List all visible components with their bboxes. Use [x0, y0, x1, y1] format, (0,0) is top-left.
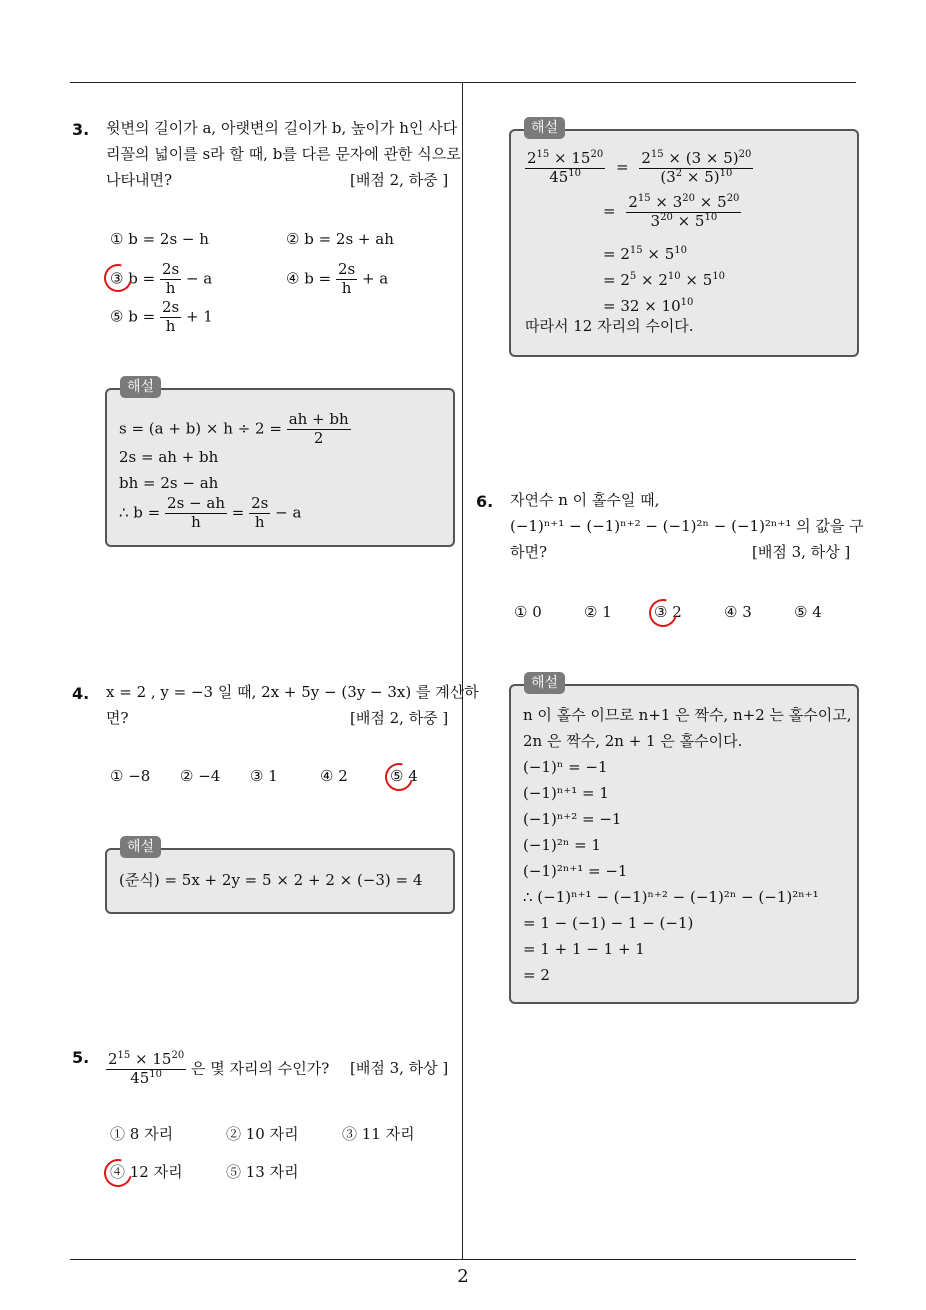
fraction: $\frac{2s}{h}$: [161, 298, 180, 335]
bottom-rule: [70, 1259, 856, 1260]
solution-line: bh = 2s − ah: [119, 474, 219, 492]
option-label: ④ b =: [286, 269, 332, 288]
solution-line: ∴ b = $\frac{2s - ah}{h}$ = $\frac{2s}{h}$ − a: [119, 494, 302, 531]
option-2[interactable]: ② 10 자리: [226, 1125, 299, 1143]
option-2[interactable]: ② −4: [180, 767, 221, 785]
option-1[interactable]: ① −8: [110, 767, 151, 785]
option-2[interactable]: ② b = 2s + ah: [286, 230, 394, 248]
question-text: 리꼴의 넓이를 s라 할 때, b를 다른 문자에 관한 식으로: [106, 145, 461, 163]
question-text: x = 2 , y = −3 일 때, 2x + 5y − (3y − 3x) 를 계산하: [106, 683, 479, 701]
option-2[interactable]: ② 1: [584, 603, 612, 621]
fraction: $\frac{2s}{h}$: [161, 260, 180, 297]
option-5[interactable]: [110, 300, 213, 335]
solution-tag: 해설: [120, 376, 161, 398]
option-5[interactable]: ⑤ 13 자리: [226, 1163, 299, 1181]
option-1[interactable]: ① 0: [514, 603, 542, 621]
column-divider: [462, 82, 463, 1259]
question-text: (−1)ⁿ⁺¹ − (−1)ⁿ⁺² − (−1)²ⁿ − (−1)²ⁿ⁺¹ 의 값을 구: [510, 517, 864, 535]
option-4[interactable]: [286, 262, 388, 297]
solution-line: (−1)ⁿ⁺¹ = 1: [523, 784, 609, 802]
option-label: ③ b =: [110, 269, 156, 288]
solution-line: (준식) = 5x + 2y = 5 × 2 + 2 × (−3) = 4: [119, 871, 423, 889]
solution-line: 2n 은 짝수, 2n + 1 은 홀수이다.: [523, 732, 743, 750]
solution-box: [509, 129, 859, 357]
question-text: 면?: [106, 709, 129, 727]
solution-line: (−1)²ⁿ⁺¹ = −1: [523, 862, 628, 880]
top-rule: [70, 82, 856, 83]
solution-line: (−1)²ⁿ = 1: [523, 836, 601, 854]
solution-box: [509, 684, 859, 1004]
solution-line: n 이 홀수 이므로 n+1 은 짝수, n+2 는 홀수이고,: [523, 706, 852, 724]
solution-lines: [523, 702, 852, 988]
solution-tag: 해설: [524, 117, 565, 139]
question-text: 하면?: [510, 543, 548, 561]
solution-line: = 2: [523, 966, 550, 984]
fraction: $\frac{2s}{h}$: [337, 260, 356, 297]
option-5[interactable]: ⑤ 4: [390, 767, 418, 785]
question-number: 6.: [476, 492, 494, 511]
option-1[interactable]: ① 8 자리: [110, 1125, 174, 1143]
question-text: 윗변의 길이가 a, 아랫변의 길이가 b, 높이가 h인 사다: [106, 119, 458, 137]
option-4[interactable]: ④ 3: [724, 603, 752, 621]
solution-box: [105, 388, 455, 547]
option-suffix: + 1: [185, 307, 213, 326]
option-4[interactable]: ④ 2: [320, 767, 348, 785]
question-number: 4.: [72, 684, 90, 703]
page-number: 2: [457, 1266, 469, 1287]
solution-line: (−1)ⁿ⁺² = −1: [523, 810, 622, 828]
solution-tag: 해설: [120, 836, 161, 858]
option-3[interactable]: ③ 1: [250, 767, 278, 785]
question-text: $\frac{2^{15} \times 15^{20}}{45^{10}}$ 은 몇 자리의 수인가?: [108, 1050, 330, 1087]
option-1[interactable]: ① b = 2s − h: [110, 230, 209, 248]
solution-line: ∴ (−1)ⁿ⁺¹ − (−1)ⁿ⁺² − (−1)²ⁿ − (−1)²ⁿ⁺¹: [523, 888, 819, 906]
option-3[interactable]: ③ 2: [654, 603, 682, 621]
solution-line: = 1 − (−1) − 1 − (−1): [523, 914, 694, 932]
question-text: 자연수 n 이 홀수일 때,: [510, 491, 660, 509]
question-number: 3.: [72, 120, 90, 139]
score-label: [배점 3, 하상 ]: [350, 1059, 449, 1077]
question-text: 나타내면?: [106, 171, 173, 189]
solution-equation: $\frac{2^{15} \times 15^{20}}{45^{10}}$ = $\frac{2^{15} \times (3 \times 5)^{20}}{(3^2 \times 5)^{10}}$ = $\frac{2^{15} \times 3^{20} \times 5^{20}}{3^{20} \times 5^{10}}$ = $2^{15} \times 5^{10}$ = $2^5 \times 2^{10} \times 5^{10}$ = $32 \times 10^{10}$: [527, 149, 752, 315]
solution-tag: 해설: [524, 672, 565, 694]
score-label: [배점 3, 하상 ]: [752, 543, 851, 561]
score-label: [배점 2, 하중 ]: [350, 709, 449, 727]
option-3[interactable]: ③ 11 자리: [342, 1125, 415, 1143]
option-5[interactable]: ⑤ 4: [794, 603, 822, 621]
solution-conclusion: 따라서 12 자리의 수이다.: [525, 317, 694, 335]
option-suffix: + a: [361, 269, 389, 288]
fraction: $\frac{2^{15} \times 15^{20}}{45^{10}}$: [108, 1050, 185, 1087]
option-label: ⑤ b =: [110, 307, 156, 326]
solution-box: [105, 848, 455, 914]
option-suffix: − a: [185, 269, 213, 288]
solution-line: s = (a + b) × h ÷ 2 = $\frac{ah + bh}{2}$: [119, 410, 349, 447]
solution-line: (−1)ⁿ = −1: [523, 758, 608, 776]
solution-line: = 1 + 1 − 1 + 1: [523, 940, 645, 958]
solution-line: 2s = ah + bh: [119, 448, 219, 466]
option-4[interactable]: ④ 12 자리: [110, 1163, 183, 1181]
question-number: 5.: [72, 1048, 90, 1067]
score-label: [배점 2, 하중 ]: [350, 171, 449, 189]
